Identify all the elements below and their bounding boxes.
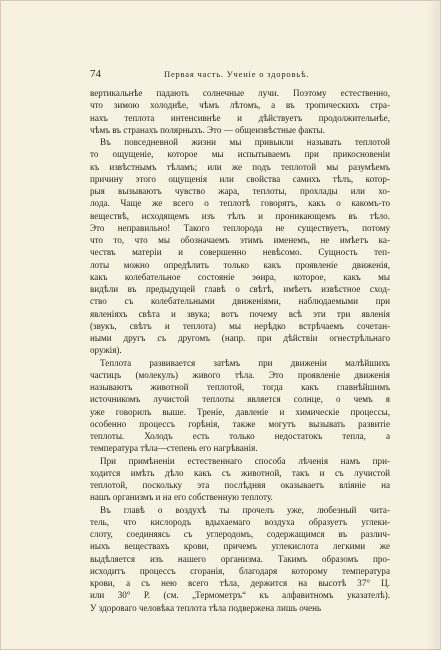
text-line: какъ колебательное состояніе эѳира, которое, какъ мы xyxy=(90,271,390,282)
text-line: особенно процессъ горѣнія, также могутъ вызывать развитіе xyxy=(90,418,390,429)
text-line: нашъ организмъ и на его собственную теплоту. xyxy=(90,492,273,503)
text-line: ныхъ веществахъ крови, причемъ углекислота легкими же xyxy=(90,541,390,552)
text-line: уже говорилъ выше. Треніе, давленіе и химическіе процессы, xyxy=(90,406,390,417)
text-line: явленіяхъ свѣта и звука; вотъ почему всѣ эти три явленія xyxy=(90,308,390,319)
text-line: то ощущеніе, которое мы испытываемъ при прикосновеніи xyxy=(90,149,390,160)
text-line: слоту, соединяясь съ углеродомъ, содержащимся въ различ- xyxy=(90,529,390,539)
paragraph xyxy=(90,87,390,136)
text-line: ходится имѣть дѣло какъ съ животной, такъ и съ лучистой xyxy=(90,467,390,478)
text-line: частицъ (молекулъ) живого тѣла. Это проявленіе движенія xyxy=(90,369,390,380)
text-line: крови, а съ нею всего тѣла, держится на высотѣ 37° Ц. xyxy=(90,578,390,588)
text-line: исходитъ процессъ сгоранія, благодаря которому температура xyxy=(90,565,390,576)
text-line: источникомъ лучистой теплоты является солнце, о чемъ я xyxy=(90,394,390,405)
text-line: (звукъ, свѣтъ и теплота) мы нерѣдко встрѣчаемъ сочетан- xyxy=(90,320,390,331)
text-line: чѣмъ въ странахъ полярныхъ. Это — общеизвѣстные факты. xyxy=(90,124,325,135)
text-line: причину этого ощущенія или свойства самихъ тѣлъ, котор- xyxy=(90,173,390,184)
text-line: что то, что мы обозначаемъ этимъ именемъ, не имѣетъ ка- xyxy=(90,235,390,245)
text-line: лода. Чаще же всего о теплотѣ говорятъ, какъ о какомъ-то xyxy=(90,198,390,209)
paragraph xyxy=(90,455,390,504)
text-line: У здороваго человѣка теплота тѣла подвержена лишь очень xyxy=(90,602,322,613)
text-line: выдѣляется изъ нашего организма. Такимъ образомъ про- xyxy=(90,553,390,564)
body-text xyxy=(90,87,390,614)
text-line: нахъ теплота интенсивнѣе и дѣйствуетъ продолжительнѣе, xyxy=(90,112,390,123)
text-line: вертикальнѣе падають солнечные лучи. Поэтому естественно, xyxy=(90,88,390,98)
text-line: температура тѣла—степень его нагрѣванія. xyxy=(90,443,258,454)
paragraph xyxy=(90,357,390,455)
text-line: лоты можно опредѣлить только какъ проявленіе движенія, xyxy=(90,259,390,270)
page-number: 74 xyxy=(90,68,101,80)
running-head: Первая часть. Ученіе о здоровьѣ. xyxy=(164,69,310,79)
paragraph xyxy=(90,504,390,614)
paragraph xyxy=(90,136,390,357)
text-line: теплоты. Холодъ есть только недостатокъ тепла, а xyxy=(90,431,390,441)
text-line: рыя вызываютъ чувство жара, теплоты, прохлады или хо- xyxy=(90,186,390,196)
text-line: что зимою холоднѣе, чѣмъ лѣтомъ, а въ тропическихъ стра- xyxy=(90,100,390,111)
text-line: Теплота развивается затѣмъ при движеніи малѣйшихъ xyxy=(100,357,390,368)
text-line: веществѣ, исходящемъ изъ тѣлъ и проникающемъ въ тѣло. xyxy=(90,210,390,221)
text-line: Въ главѣ о воздухѣ ты прочелъ уже, любезный чита- xyxy=(100,504,390,515)
text-line: тель, что кислородъ вдыхаемаго воздуха образуетъ углеки- xyxy=(90,516,390,527)
text-line: видѣли въ предыдущей главѣ о свѣтѣ, имѣетъ извѣстное сход- xyxy=(90,284,390,294)
page-header xyxy=(90,68,390,82)
text-line: ство съ колебательными движеніями, наблюдаемыми при xyxy=(90,296,390,307)
text-line: оружія). xyxy=(90,345,122,356)
text-line: Въ повседневной жизни мы привыкли называть теплотой xyxy=(100,137,390,147)
text-line: чествъ матеріи и совершенно невѣсомо. Сущность теп- xyxy=(90,247,390,258)
text-line: ными другъ съ другомъ (напр. при дѣйствіи огнестрѣльнаго xyxy=(90,333,390,343)
text-line: называютъ животной теплотой, тогда какъ главнѣйшимъ xyxy=(90,382,390,392)
text-line: къ извѣстнымъ тѣламъ; или же подъ теплотой мы разумѣемъ xyxy=(90,161,390,172)
text-line: теплотой, поскольку эта послѣдняя оказываетъ вліяніе на xyxy=(90,480,390,490)
page-edge-shadow xyxy=(426,1,440,651)
text-line: или 30° Р. (см. „Термометръ“ къ алфавитномъ указателѣ). xyxy=(90,590,390,601)
text-line: Это неправильно! Такого теплорода не существуетъ, потому xyxy=(90,222,390,233)
text-line: При примѣненіи естественнаго способа лѣченія намъ при- xyxy=(100,455,390,466)
